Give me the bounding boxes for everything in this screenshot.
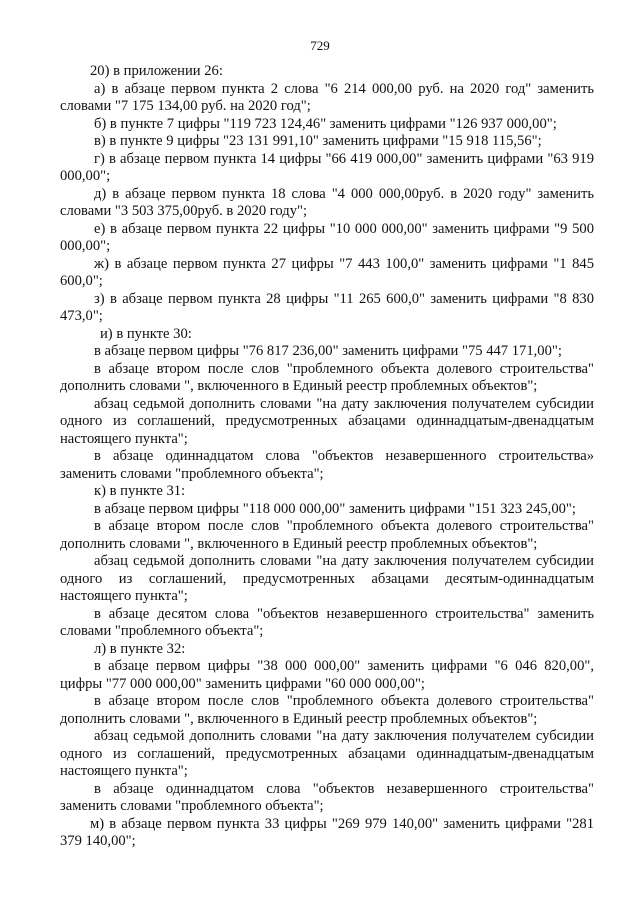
- paragraph-l-3: абзац седьмой дополнить словами "на дату заключения получателем субсидии одного из соглашений, предусмотренных абзацами одиннадцатым-двенадцатым настоящего пункта";: [60, 728, 594, 779]
- paragraph-i-4: в абзаце одиннадцатом слова "объектов незавершенного строительства» заменить словами "проблемного объекта";: [60, 448, 594, 482]
- paragraph-a: а) в абзаце первом пункта 2 слова "6 214 000,00 руб. на 2020 год" заменить словами "7 175 134,00 руб. на 2020 год";: [60, 80, 594, 114]
- paragraph-k-2: в абзаце втором после слов "проблемного объекта долевого строительства" дополнить словами ", включенного в Единый реестр проблемных объектов";: [60, 518, 594, 552]
- paragraph-i-1: в абзаце первом цифры "76 817 236,00" заменить цифрами "75 447 171,00";: [94, 343, 562, 359]
- paragraph-i-3: абзац седьмой дополнить словами "на дату заключения получателем субсидии одного из соглашений, предусмотренных абзацами одиннадцатым-двенадцатым настоящего пункта";: [60, 395, 594, 447]
- paragraph-m: м) в абзаце первом пункта 33 цифры "269 979 140,00" заменить цифрами "281 379 140,00";: [60, 815, 594, 849]
- paragraph-i-heading: и) в пункте 30:: [100, 325, 192, 342]
- paragraph-l-2: в абзаце втором после слов "проблемного объекта долевого строительства" дополнить словами ", включенного в Единый реестр проблемных объектов";: [60, 693, 594, 727]
- paragraph-k-1: в абзаце первом цифры "118 000 000,00" заменить цифрами "151 323 245,00";: [94, 500, 576, 517]
- paragraph-l-4: в абзаце одиннадцатом слова "объектов незавершенного строительства" заменить словами "проблемного объекта";: [60, 780, 594, 814]
- paragraph-l-1: в абзаце первом цифры "38 000 000,00" заменить цифрами "6 046 820,00", цифры "77 000 000,00" заменить цифрами "60 000 000,00";: [60, 658, 594, 692]
- paragraph-b: б) в пункте 7 цифры "119 723 124,46" заменить цифрами "126 937 000,00";: [94, 115, 557, 132]
- paragraph-v: в) в пункте 9 цифры "23 131 991,10" заменить цифрами "15 918 115,56";: [94, 133, 542, 149]
- page-number: 729: [310, 38, 330, 53]
- paragraph-l-heading: л) в пункте 32:: [94, 640, 186, 657]
- paragraph-i-2: в абзаце втором после слов "проблемного объекта долевого строительства" дополнить словами ", включенного в Единый реестр проблемных объектов";: [60, 360, 594, 394]
- paragraph-g: г) в абзаце первом пункта 14 цифры "66 419 000,00" заменить цифрами "63 919 000,00";: [60, 150, 594, 184]
- paragraph-k-3: абзац седьмой дополнить словами "на дату заключения получателем субсидии одного из соглашений, предусмотренных абзацами десятым-одиннадцатым настоящего пункта";: [60, 553, 594, 604]
- document-body: [60, 63, 594, 851]
- paragraph-e: е) в абзаце первом пункта 22 цифры "10 000 000,00" заменить цифрами "9 500 000,00";: [60, 220, 594, 254]
- paragraph-z: з) в абзаце первом пункта 28 цифры "11 265 600,0" заменить цифрами "8 830 473,0";: [60, 290, 594, 324]
- paragraph-d: д) в абзаце первом пункта 18 слова "4 000 000,00руб. в 2020 году" заменить словами "3 503 375,00руб. в 2020 году";: [60, 185, 594, 219]
- paragraph-zh: ж) в абзаце первом пункта 27 цифры "7 443 100,0" заменить цифрами "1 845 600,0";: [60, 255, 594, 289]
- paragraph-k-4: в абзаце десятом слова "объектов незавершенного строительства" заменить словами "проблемного объекта";: [60, 605, 594, 639]
- paragraph-k-heading: к) в пункте 31:: [94, 483, 186, 499]
- paragraph-appendix-26: 20) в приложении 26:: [90, 63, 223, 79]
